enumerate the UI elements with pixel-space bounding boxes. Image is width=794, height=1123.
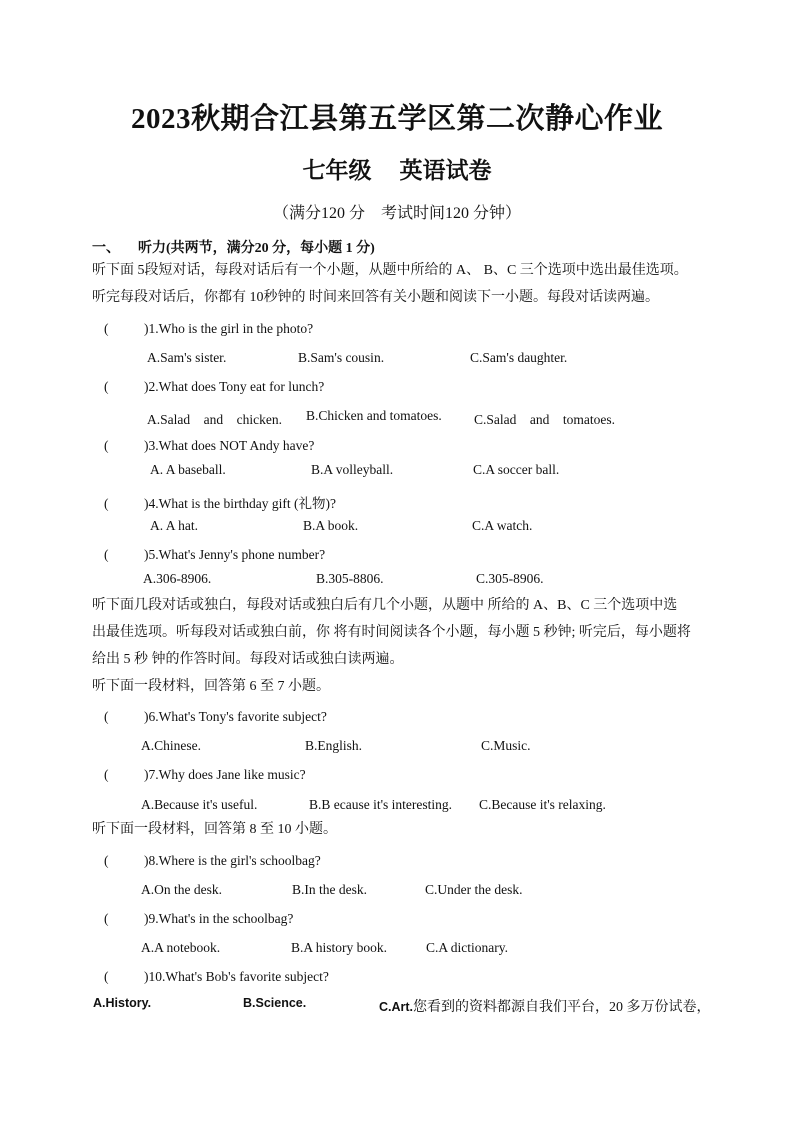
option-a: A. A hat.	[150, 518, 199, 533]
question-7	[104, 767, 306, 783]
question-text: )4.What is the birthday gift (礼物)?	[144, 496, 336, 511]
page-title: 2023秋期合江县第五学区第二次静心作业	[130, 103, 663, 135]
option-a: A.On the desk.	[141, 882, 222, 897]
exam-meta: （满分120 分 考试时间120 分钟）	[272, 205, 521, 222]
option-b: B.B ecause it's interesting.	[309, 797, 453, 812]
instruction-line: 听完每段对话后，你都有 10秒钟的 时间来回答有关小题和阅读下一小题。每段对话读两遍。	[92, 290, 659, 305]
option-b: B.Sam's cousin.	[298, 350, 385, 365]
question-8	[104, 853, 321, 869]
option-c: C.A soccer ball.	[473, 462, 560, 477]
question-5	[104, 547, 325, 563]
question-text: )10.What's Bob's favorite subject?	[144, 969, 329, 984]
answer-paren: (	[104, 853, 109, 868]
option-b: B.English.	[305, 738, 363, 753]
question-9	[104, 911, 293, 927]
option-c: C.A dictionary.	[426, 940, 508, 955]
question-3	[104, 438, 314, 454]
answer-paren: (	[104, 438, 109, 453]
option-a: A. A baseball.	[150, 462, 226, 477]
grade-label: 七年级	[302, 158, 372, 183]
page-subtitle	[0, 152, 794, 185]
answer-paren: (	[104, 709, 109, 724]
question-1	[104, 321, 313, 337]
question-text: )6.What's Tony's favorite subject?	[144, 709, 327, 724]
material-instruction: 听下面一段材料，回答第 6 至 7 小题。	[92, 679, 330, 694]
question-text: )3.What does NOT Andy have?	[144, 438, 315, 453]
section-title: 听力(共两节，满分20 分，每小题 1 分)	[138, 241, 375, 256]
option-c: C.Art.	[379, 1000, 414, 1014]
question-text: )7.Why does Jane like music?	[144, 767, 306, 782]
question-2	[104, 379, 324, 395]
option-a: A.Sam's sister.	[147, 350, 227, 365]
instruction-line: 给出 5 秒 钟的作答时间。每段对话或独白读两遍。	[92, 652, 404, 667]
option-c: C.Sam's daughter.	[470, 350, 568, 365]
option-a: A.Chinese.	[141, 738, 201, 753]
option-c: C.305-8906.	[476, 571, 544, 586]
option-b: B.A volleyball.	[311, 462, 394, 477]
instruction-line: 出最佳选项。听每段对话或独白前，你 将有时间阅读各个小题，每小题 5 秒钟; 听完后，每小题将	[92, 625, 691, 640]
question-text: )2.What does Tony eat for lunch?	[144, 379, 325, 394]
section-heading	[92, 237, 375, 257]
option-c: C.A watch.	[472, 518, 533, 533]
question-10	[104, 969, 329, 985]
option-b: B.Science.	[243, 996, 307, 1010]
answer-paren: (	[104, 969, 109, 984]
option-a: A.History.	[93, 996, 152, 1010]
answer-paren: (	[104, 496, 109, 511]
instruction-line: 听下面几段对话或独白，每段对话或独白后有几个小题，从题中 所给的 A、B、C 三个选项中选	[92, 598, 678, 613]
promo-text: 您看到的资料都源自我们平台，20 多万份试卷，	[413, 1000, 711, 1015]
question-text: )1.Who is the girl in the photo?	[144, 321, 314, 336]
question-text: )5.What's Jenny's phone number?	[144, 547, 326, 562]
instructions-part2	[92, 592, 712, 700]
answer-paren: (	[104, 547, 109, 562]
option-c: C.Under the desk.	[425, 882, 523, 897]
option-b: B.Chicken and tomatoes.	[306, 408, 442, 423]
option-b: B.305-8806.	[316, 571, 384, 586]
option-b: B.A history book.	[291, 940, 388, 955]
option-c: C.Salad and tomatoes.	[474, 412, 615, 427]
option-c: C.Because it's relaxing.	[479, 797, 606, 812]
question-4	[104, 492, 336, 512]
option-a: A.306-8906.	[143, 571, 212, 586]
option-b: B.A book.	[303, 518, 359, 533]
answer-paren: (	[104, 321, 109, 336]
answer-paren: (	[104, 911, 109, 926]
material-instruction: 听下面一段材料，回答第 8 至 10 小题。	[92, 822, 337, 837]
option-c: C.Music.	[481, 738, 531, 753]
option-a: A.Because it's useful.	[141, 797, 258, 812]
answer-paren: (	[104, 379, 109, 394]
section-number: 一、	[92, 241, 120, 256]
option-a: A.A notebook.	[141, 940, 221, 955]
option-c-with-promo	[379, 996, 711, 1016]
instruction-line: 听下面 5段短对话，每段对话后有一个小题，从题中所给的 A、 B、C 三个选项中选出最佳选项。	[92, 263, 688, 278]
subject-label: 英语试卷	[399, 158, 492, 183]
option-b: B.In the desk.	[292, 882, 367, 897]
answer-paren: (	[104, 767, 109, 782]
question-text: )9.What's in the schoolbag?	[144, 911, 294, 926]
option-a: A.Salad and chicken.	[147, 412, 282, 427]
instructions-part1	[92, 257, 712, 311]
question-6	[104, 709, 327, 725]
question-text: )8.Where is the girl's schoolbag?	[144, 853, 321, 868]
instructions-part3	[92, 816, 712, 843]
